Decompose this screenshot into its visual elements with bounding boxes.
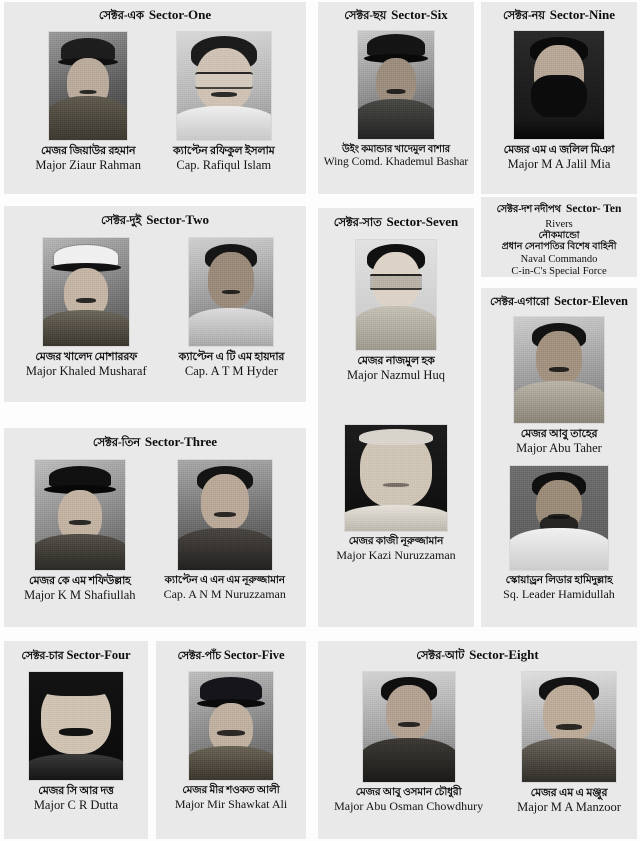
name-bn: মেজর কাজী নূরুজ্জামান (348, 536, 444, 548)
sector-five-persons (156, 671, 306, 811)
sector-eight-persons (318, 671, 637, 814)
name-en: Major C R Dutta (33, 798, 119, 813)
sector-eleven-persons (481, 316, 637, 602)
person-khademul-bashar (324, 30, 469, 169)
name-bn: মেজর এম এ মঞ্জুর (530, 786, 608, 799)
name-bn: মেজর জিয়াউর রহমান (41, 144, 136, 157)
sector-two-title-en: Sector-Two (146, 212, 209, 227)
name-en: Major Mir Shawkat Ali (174, 796, 288, 811)
sector-four-title-en: Sector-Four (66, 648, 131, 662)
portrait-abu-taher (513, 316, 605, 424)
sector-three-title (4, 434, 306, 451)
name-en: Cap. A N M Nuruzzaman (163, 586, 286, 601)
name-en: Major Khaled Musharaf (25, 364, 147, 379)
name-en: Major Abu Osman Chowdhury (334, 798, 484, 813)
panel-sector-three (4, 428, 306, 627)
name-bn: ক্যাপ্টেন এ এন এম নূরুজ্জামান (164, 574, 285, 586)
portrait-khaled-musharaf (42, 237, 130, 347)
panel-sector-nine (481, 2, 637, 194)
caption-c-r-dutta (34, 785, 118, 812)
portrait-ziaur-rahman (48, 31, 128, 141)
sector-four-persons (4, 671, 148, 812)
panel-sector-two (4, 206, 306, 402)
sector-six-title-bn: সেক্টর-ছয় (344, 10, 387, 22)
sector-nine-title-bn: সেক্টর-নয় (502, 10, 545, 22)
panel-sector-one (4, 2, 306, 194)
sector-eight-title-bn: সেক্টর-আট (416, 650, 465, 662)
panel-sector-eight (318, 641, 637, 839)
sector-ten-title-bn: সেক্টর-দশ নদীপথ (496, 204, 561, 215)
caption-khademul-bashar (324, 144, 469, 169)
name-en: Major Nazmul Huq (347, 368, 445, 383)
caption-abu-taher (516, 428, 602, 455)
name-en: Sq. Leader Hamidullah (503, 586, 615, 601)
sector-eleven-title-bn: সেক্টর-এগারো (490, 296, 550, 308)
person-khaled-musharaf (26, 237, 147, 378)
sector-three-title-en: Sector-Three (144, 434, 218, 449)
sector-eleven-title (481, 293, 637, 310)
caption-nazmul-huq (347, 355, 445, 382)
sector-nine-title (481, 7, 637, 24)
panel-sector-five (156, 641, 306, 839)
portrait-kazi-nuruzzaman (344, 424, 448, 532)
sector-ten-line-rivers: Rivers (545, 218, 573, 230)
sector-eight-title (318, 647, 637, 664)
name-en: Major M A Manzoor (517, 800, 621, 815)
sector-one-title-en: Sector-One (148, 7, 212, 22)
name-bn: ক্যাপ্টেন এ টি এম হায়দার (178, 350, 285, 363)
name-bn: মেজর সি আর দত্ত (38, 784, 114, 797)
sector-one-persons (4, 31, 306, 172)
person-hamidullah (503, 465, 615, 601)
portrait-a-t-m-hyder (188, 237, 274, 347)
sector-six-persons (318, 30, 474, 169)
name-bn: মেজর আবু ওসমান চৌধুরী (355, 786, 462, 798)
person-abu-taher (513, 316, 605, 455)
sector-six-title-en: Sector-Six (391, 7, 448, 22)
name-en: Major Ziaur Rahman (35, 158, 141, 173)
name-bn: মেজর এম এ জলিল মিঞা (503, 143, 615, 156)
sector-five-title-en: Sector-Five (223, 648, 285, 662)
sector-ten-line-cinc-special-force: C-in-C's Special Force (511, 265, 607, 277)
sector-one-title-bn: সেক্টর-এক (98, 10, 144, 22)
sector-seven-title (318, 214, 474, 231)
sector-five-title (156, 647, 306, 664)
sector-seven-title-en: Sector-Seven (386, 214, 459, 229)
person-rafiqul-islam (173, 31, 275, 172)
panel-sector-ten (481, 197, 637, 277)
caption-mir-shawkat-ali (175, 785, 287, 811)
sector-ten-line-special-force-bn: প্রধান সেনাপতির বিশেষ বাহিনী (501, 242, 617, 253)
name-bn: উইং কমান্ডার খাদেমুল বাশার (342, 143, 450, 155)
portrait-mir-shawkat-ali (188, 671, 274, 781)
name-en: Cap. Rafiqul Islam (176, 158, 272, 173)
portrait-m-a-jalil-mia (513, 30, 605, 140)
portrait-rafiqul-islam (176, 31, 272, 141)
panel-sector-four (4, 641, 148, 839)
sector-seven-persons (318, 239, 474, 563)
portrait-k-m-shafiullah (34, 459, 126, 571)
caption-k-m-shafiullah (24, 575, 135, 602)
sector-eleven-title-en: Sector-Eleven (554, 294, 628, 308)
portrait-khademul-bashar (357, 30, 435, 140)
person-abu-osman-chowdhury (334, 671, 483, 813)
name-bn: ক্যাপ্টেন রফিকুল ইসলাম (172, 144, 275, 157)
sector-five-title-bn: সেক্টর-পাঁচ (177, 650, 221, 662)
person-mir-shawkat-ali (175, 671, 287, 811)
name-bn: মেজর আবু তাহের (520, 427, 598, 440)
name-en: Major K M Shafiullah (24, 588, 136, 603)
person-c-r-dutta (28, 671, 124, 812)
sector-nine-persons (481, 30, 637, 171)
panel-sector-six (318, 2, 474, 194)
name-bn: মেজর নাজমুল হক (357, 354, 435, 367)
caption-khaled-musharaf (26, 351, 147, 378)
panel-sector-seven (318, 208, 474, 627)
sector-ten-title (481, 200, 637, 217)
person-m-a-manzoor (517, 671, 621, 814)
sector-ten-lines (481, 219, 637, 277)
sector-six-title (318, 7, 474, 24)
person-a-t-m-hyder (179, 237, 285, 378)
caption-a-n-m-nuruzzaman (164, 575, 286, 601)
sector-four-title (4, 647, 148, 664)
person-a-n-m-nuruzzaman (164, 459, 286, 601)
person-nazmul-huq (347, 239, 445, 382)
name-en: Wing Comd. Khademul Bashar (323, 155, 469, 168)
caption-a-t-m-hyder (179, 351, 285, 378)
sector-one-title (4, 7, 306, 24)
sector-three-title-bn: সেক্টর-তিন (92, 437, 140, 449)
sector-three-persons (4, 459, 306, 602)
person-ziaur-rahman (35, 31, 141, 172)
name-bn: মেজর মীর শওকত আলী (182, 784, 280, 796)
portrait-nazmul-huq (355, 239, 437, 351)
name-en: Major Abu Taher (516, 441, 602, 456)
sector-ten-title-en: Sector- Ten (565, 203, 622, 215)
caption-kazi-nuruzzaman (336, 536, 455, 562)
portrait-m-a-manzoor (521, 671, 617, 783)
sector-seven-title-bn: সেক্টর-সাত (333, 217, 382, 229)
sector-ten-line-nauko-commando-bn: নৌকমান্ডো (538, 231, 580, 242)
person-kazi-nuruzzaman (336, 424, 455, 562)
name-en: Major Kazi Nuruzzaman (336, 547, 456, 562)
portrait-abu-osman-chowdhury (362, 671, 456, 783)
sector-two-persons (4, 237, 306, 378)
caption-m-a-manzoor (517, 787, 621, 814)
sector-four-title-bn: সেক্টর-চার (21, 650, 64, 662)
name-bn: স্কোয়াড্রন লিডার হামিদুল্লাহ (505, 575, 613, 587)
panel-sector-eleven (481, 288, 637, 627)
sector-two-title (4, 212, 306, 229)
caption-m-a-jalil-mia (504, 144, 615, 171)
name-bn: মেজর খালেদ মোশাররফ (35, 350, 138, 363)
caption-ziaur-rahman (35, 145, 141, 172)
name-bn: মেজর কে এম শফিউল্লাহ (29, 574, 131, 587)
sector-ten-line-naval-commando: Naval Commando (520, 253, 598, 265)
caption-rafiqul-islam (173, 145, 275, 172)
sector-eight-title-en: Sector-Eight (469, 647, 539, 662)
caption-abu-osman-chowdhury (334, 787, 483, 813)
caption-hamidullah (503, 575, 615, 601)
name-en: Major M A Jalil Mia (507, 157, 611, 172)
sector-nine-title-en: Sector-Nine (549, 7, 615, 22)
person-m-a-jalil-mia (504, 30, 615, 171)
person-k-m-shafiullah (24, 459, 135, 602)
name-en: Cap. A T M Hyder (184, 364, 278, 379)
portrait-c-r-dutta (28, 671, 124, 781)
portrait-hamidullah (509, 465, 609, 571)
sector-two-title-bn: সেক্টর-দুই (101, 215, 142, 227)
portrait-a-n-m-nuruzzaman (177, 459, 273, 571)
